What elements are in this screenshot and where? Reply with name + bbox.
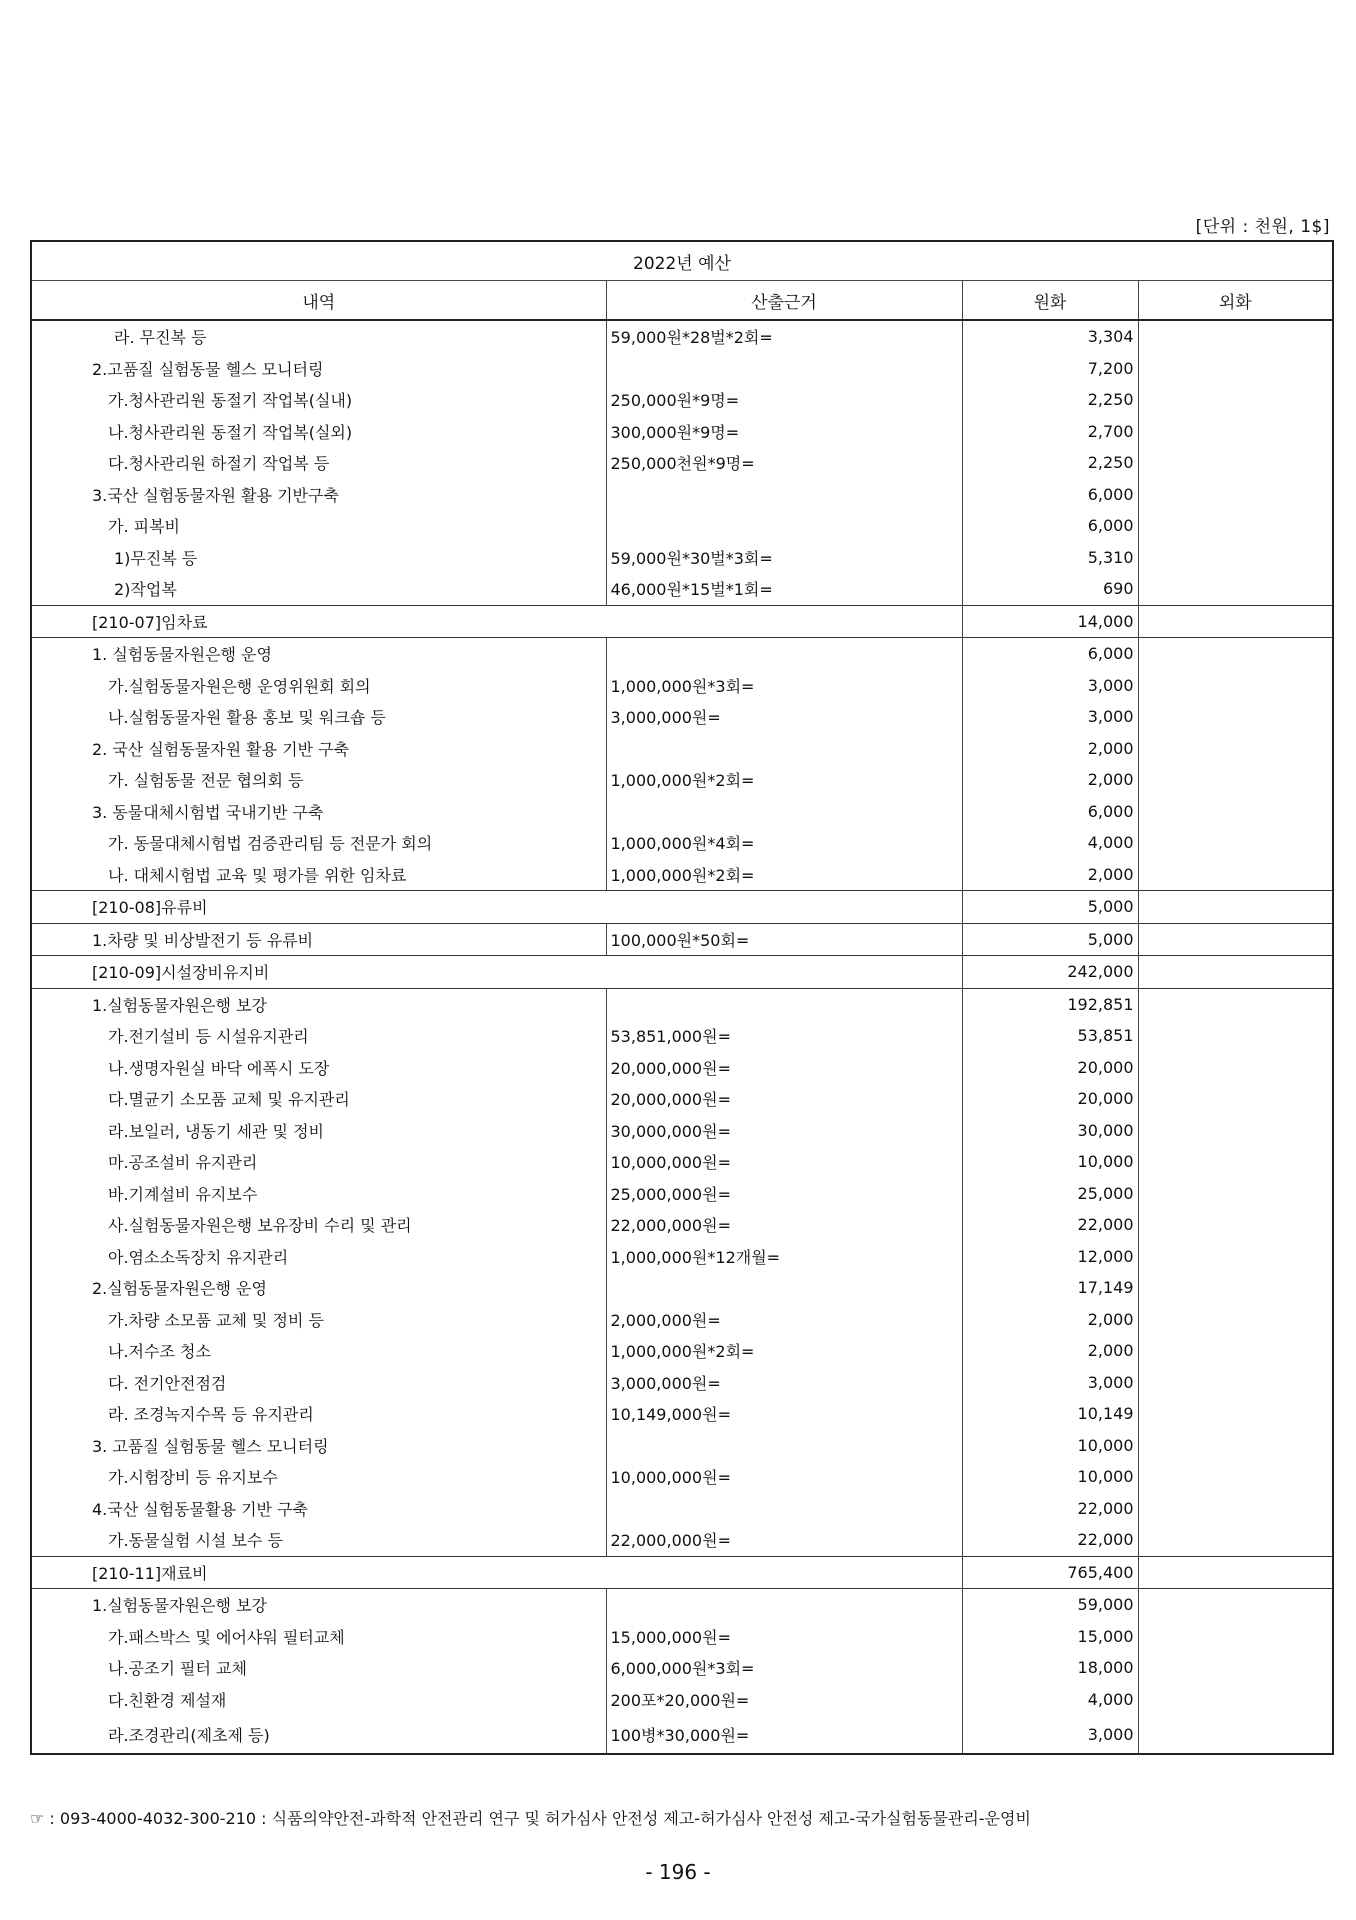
amount-foreign [1138,1589,1333,1621]
item-description: 사.실험동물자원은행 보유장비 수리 및 관리 [31,1209,606,1241]
amount-foreign [1138,1335,1333,1367]
amount-foreign [1138,320,1333,353]
item-description: 가. 실험동물 전문 협의회 등 [31,764,606,796]
item-basis: 1,000,000원*4회= [606,827,962,859]
page-number: - 196 - [645,1860,711,1884]
category-row [31,1556,1333,1589]
item-description: 1. 실험동물자원은행 운영 [31,638,606,670]
col-header-description: 내역 [31,281,606,321]
table-row [31,1461,1333,1493]
amount-foreign [1138,510,1333,542]
table-title: 2022년 예산 [31,241,1333,281]
item-basis [606,1430,962,1462]
amount-foreign [1138,701,1333,733]
amount-krw: 18,000 [962,1652,1138,1684]
category-name: [210-09]시설장비유지비 [31,956,962,989]
item-description: 가.전기설비 등 시설유지관리 [31,1020,606,1052]
amount-krw: 20,000 [962,1052,1138,1084]
table-row [31,796,1333,828]
item-basis [606,733,962,765]
amount-foreign [1138,573,1333,605]
amount-foreign [1138,384,1333,416]
item-basis: 6,000,000원*3회= [606,1652,962,1684]
item-basis: 100병*30,000원= [606,1715,962,1754]
amount-foreign [1138,796,1333,828]
col-header-foreign: 외화 [1138,281,1333,321]
amount-krw: 4,000 [962,827,1138,859]
item-basis: 53,851,000원= [606,1020,962,1052]
amount-foreign [1138,1178,1333,1210]
item-basis [606,988,962,1020]
item-description: 2. 국산 실험동물자원 활용 기반 구축 [31,733,606,765]
amount-krw: 242,000 [962,956,1138,989]
amount-krw: 5,310 [962,542,1138,574]
item-basis: 1,000,000원*2회= [606,859,962,891]
account-code-footnote: ☞ : 093-4000-4032-300-210 : 식품의약안전-과학적 안전관리 연구 및 허가심사 안전성 제고-허가심사 안전성 제고-국가실험동물관리-운영비 [30,1809,1031,1828]
amount-foreign [1138,479,1333,511]
amount-krw: 3,000 [962,701,1138,733]
item-description: 가.패스박스 및 에어샤워 필터교체 [31,1621,606,1653]
category-name: [210-11]재료비 [31,1556,962,1589]
amount-foreign [1138,542,1333,574]
amount-foreign [1138,764,1333,796]
amount-foreign [1138,1241,1333,1273]
item-basis: 20,000,000원= [606,1052,962,1084]
amount-foreign [1138,859,1333,891]
table-row [31,701,1333,733]
amount-foreign [1138,416,1333,448]
item-description: 가.동물실험 시설 보수 등 [31,1524,606,1556]
table-row [31,764,1333,796]
amount-krw: 7,200 [962,353,1138,385]
amount-krw: 3,000 [962,1367,1138,1399]
amount-foreign [1138,1367,1333,1399]
amount-foreign [1138,353,1333,385]
amount-foreign [1138,1461,1333,1493]
item-description: 가.청사관리원 동절기 작업복(실내) [31,384,606,416]
amount-foreign [1138,1430,1333,1462]
amount-krw: 10,000 [962,1430,1138,1462]
amount-krw: 3,000 [962,1715,1138,1754]
amount-krw: 2,250 [962,447,1138,479]
amount-krw: 59,000 [962,1589,1138,1621]
item-basis: 59,000원*28벌*2회= [606,320,962,353]
item-description: 1.실험동물자원은행 보강 [31,988,606,1020]
table-row [31,859,1333,891]
amount-foreign [1138,638,1333,670]
amount-foreign [1138,1715,1333,1754]
amount-foreign [1138,1020,1333,1052]
item-basis [606,510,962,542]
amount-krw: 3,000 [962,670,1138,702]
amount-krw: 2,000 [962,764,1138,796]
budget-body [31,320,1333,1754]
item-description: 나.실험동물자원 활용 홍보 및 워크숍 등 [31,701,606,733]
amount-foreign [1138,827,1333,859]
item-description: 2.고품질 실험동물 헬스 모니터링 [31,353,606,385]
table-row [31,447,1333,479]
item-description: 2)작업복 [31,573,606,605]
item-description: 마.공조설비 유지관리 [31,1146,606,1178]
table-row [31,1083,1333,1115]
amount-foreign [1138,1652,1333,1684]
table-row [31,1146,1333,1178]
amount-krw: 5,000 [962,891,1138,924]
item-description: 라. 무진복 등 [31,320,606,353]
amount-krw: 765,400 [962,1556,1138,1589]
amount-krw: 15,000 [962,1621,1138,1653]
item-basis: 1,000,000원*2회= [606,764,962,796]
table-row [31,1430,1333,1462]
table-row [31,1052,1333,1084]
amount-foreign [1138,956,1333,989]
amount-foreign [1138,1398,1333,1430]
amount-foreign [1138,1115,1333,1147]
item-description: 1.차량 및 비상발전기 등 유류비 [31,923,606,956]
table-row [31,479,1333,511]
amount-krw: 22,000 [962,1524,1138,1556]
item-basis: 1,000,000원*3회= [606,670,962,702]
item-description: 나. 대체시험법 교육 및 평가를 위한 임차료 [31,859,606,891]
table-row [31,384,1333,416]
amount-krw: 2,000 [962,1304,1138,1336]
item-description: 3.국산 실험동물자원 활용 기반구축 [31,479,606,511]
amount-foreign [1138,1304,1333,1336]
table-row [31,1652,1333,1684]
item-basis: 30,000,000원= [606,1115,962,1147]
amount-krw: 3,304 [962,320,1138,353]
table-row [31,1115,1333,1147]
table-row [31,827,1333,859]
item-basis: 46,000원*15벌*1회= [606,573,962,605]
item-basis [606,353,962,385]
amount-krw: 2,700 [962,416,1138,448]
item-basis: 2,000,000원= [606,1304,962,1336]
item-description: 3. 고품질 실험동물 헬스 모니터링 [31,1430,606,1462]
table-row [31,510,1333,542]
table-row [31,542,1333,574]
item-basis: 3,000,000원= [606,1367,962,1399]
item-basis [606,796,962,828]
amount-krw: 4,000 [962,1684,1138,1716]
amount-foreign [1138,670,1333,702]
item-description: 다.청사관리원 하절기 작업복 등 [31,447,606,479]
table-row [31,1178,1333,1210]
amount-krw: 2,000 [962,859,1138,891]
item-basis: 1,000,000원*12개월= [606,1241,962,1273]
item-description: 가. 동물대체시험법 검증관리팀 등 전문가 회의 [31,827,606,859]
amount-krw: 2,000 [962,1335,1138,1367]
item-basis [606,638,962,670]
item-basis: 1,000,000원*2회= [606,1335,962,1367]
item-basis [606,1272,962,1304]
amount-foreign [1138,1052,1333,1084]
item-basis: 59,000원*30벌*3회= [606,542,962,574]
table-row [31,670,1333,702]
amount-krw: 30,000 [962,1115,1138,1147]
item-description: 가.시험장비 등 유지보수 [31,1461,606,1493]
item-description: 1)무진복 등 [31,542,606,574]
amount-krw: 22,000 [962,1493,1138,1525]
amount-krw: 20,000 [962,1083,1138,1115]
amount-foreign [1138,605,1333,638]
table-row [31,1524,1333,1556]
category-row [31,891,1333,924]
table-row [31,638,1333,670]
amount-foreign [1138,1556,1333,1589]
item-basis: 250,000천원*9명= [606,447,962,479]
item-basis: 100,000원*50회= [606,923,962,956]
table-row [31,1493,1333,1525]
table-row [31,1020,1333,1052]
category-name: [210-07]임차료 [31,605,962,638]
amount-krw: 14,000 [962,605,1138,638]
amount-foreign [1138,1083,1333,1115]
amount-krw: 6,000 [962,638,1138,670]
item-basis: 200포*20,000원= [606,1684,962,1716]
item-basis: 10,000,000원= [606,1146,962,1178]
item-description: 1.실험동물자원은행 보강 [31,1589,606,1621]
amount-foreign [1138,1621,1333,1653]
item-description: 3. 동물대체시험법 국내기반 구축 [31,796,606,828]
item-basis [606,479,962,511]
item-description: 나.청사관리원 동절기 작업복(실외) [31,416,606,448]
item-description: 다. 전기안전점검 [31,1367,606,1399]
table-row [31,733,1333,765]
category-row [31,956,1333,989]
amount-krw: 12,000 [962,1241,1138,1273]
amount-krw: 22,000 [962,1209,1138,1241]
table-row [31,1367,1333,1399]
item-basis [606,1589,962,1621]
table-row [31,988,1333,1020]
table-row [31,1398,1333,1430]
item-description: 바.기계설비 유지보수 [31,1178,606,1210]
item-description: 2.실험동물자원은행 운영 [31,1272,606,1304]
item-basis: 300,000원*9명= [606,416,962,448]
table-row [31,1335,1333,1367]
amount-krw: 6,000 [962,510,1138,542]
amount-foreign [1138,1272,1333,1304]
amount-foreign [1138,1209,1333,1241]
table-row [31,1304,1333,1336]
table-row [31,1684,1333,1716]
table-row [31,923,1333,956]
item-description: 라.보일러, 냉동기 세관 및 정비 [31,1115,606,1147]
item-description: 라. 조경녹지수목 등 유지관리 [31,1398,606,1430]
amount-krw: 6,000 [962,796,1138,828]
item-basis: 10,000,000원= [606,1461,962,1493]
amount-krw: 17,149 [962,1272,1138,1304]
item-description: 나.생명자원실 바닥 에폭시 도장 [31,1052,606,1084]
table-row [31,1241,1333,1273]
table-row [31,1209,1333,1241]
item-basis: 250,000원*9명= [606,384,962,416]
item-basis: 22,000,000원= [606,1209,962,1241]
unit-note: [단위 : 천원, 1$] [1195,217,1330,237]
item-description: 나.공조기 필터 교체 [31,1652,606,1684]
table-row [31,1621,1333,1653]
item-description: 다.친환경 제설재 [31,1684,606,1716]
item-description: 다.멸균기 소모품 교체 및 유지관리 [31,1083,606,1115]
item-description: 가. 피복비 [31,510,606,542]
amount-krw: 25,000 [962,1178,1138,1210]
table-row [31,416,1333,448]
amount-foreign [1138,1493,1333,1525]
amount-krw: 2,250 [962,384,1138,416]
item-basis: 25,000,000원= [606,1178,962,1210]
amount-krw: 690 [962,573,1138,605]
table-row [31,573,1333,605]
col-header-basis: 산출근거 [606,281,962,321]
item-basis: 3,000,000원= [606,701,962,733]
amount-krw: 10,149 [962,1398,1138,1430]
item-description: 라.조경관리(제초제 등) [31,1715,606,1754]
amount-foreign [1138,733,1333,765]
amount-foreign [1138,447,1333,479]
amount-krw: 192,851 [962,988,1138,1020]
amount-foreign [1138,1524,1333,1556]
item-basis: 15,000,000원= [606,1621,962,1653]
item-description: 가.실험동물자원은행 운영위원회 회의 [31,670,606,702]
category-row [31,605,1333,638]
item-basis: 20,000,000원= [606,1083,962,1115]
item-description: 나.저수조 청소 [31,1335,606,1367]
amount-foreign [1138,923,1333,956]
amount-krw: 53,851 [962,1020,1138,1052]
col-header-krw: 원화 [962,281,1138,321]
table-row [31,353,1333,385]
table-row [31,1715,1333,1754]
category-name: [210-08]유류비 [31,891,962,924]
amount-krw: 10,000 [962,1461,1138,1493]
amount-krw: 5,000 [962,923,1138,956]
amount-foreign [1138,891,1333,924]
item-description: 아.염소소독장치 유지관리 [31,1241,606,1273]
item-basis: 10,149,000원= [606,1398,962,1430]
budget-table [30,240,1334,1755]
item-basis [606,1493,962,1525]
item-basis: 22,000,000원= [606,1524,962,1556]
table-row [31,1272,1333,1304]
amount-foreign [1138,988,1333,1020]
amount-foreign [1138,1146,1333,1178]
amount-foreign [1138,1684,1333,1716]
item-description: 가.차량 소모품 교체 및 정비 등 [31,1304,606,1336]
amount-krw: 10,000 [962,1146,1138,1178]
table-row [31,320,1333,353]
amount-krw: 6,000 [962,479,1138,511]
table-row [31,1589,1333,1621]
amount-krw: 2,000 [962,733,1138,765]
item-description: 4.국산 실험동물활용 기반 구축 [31,1493,606,1525]
